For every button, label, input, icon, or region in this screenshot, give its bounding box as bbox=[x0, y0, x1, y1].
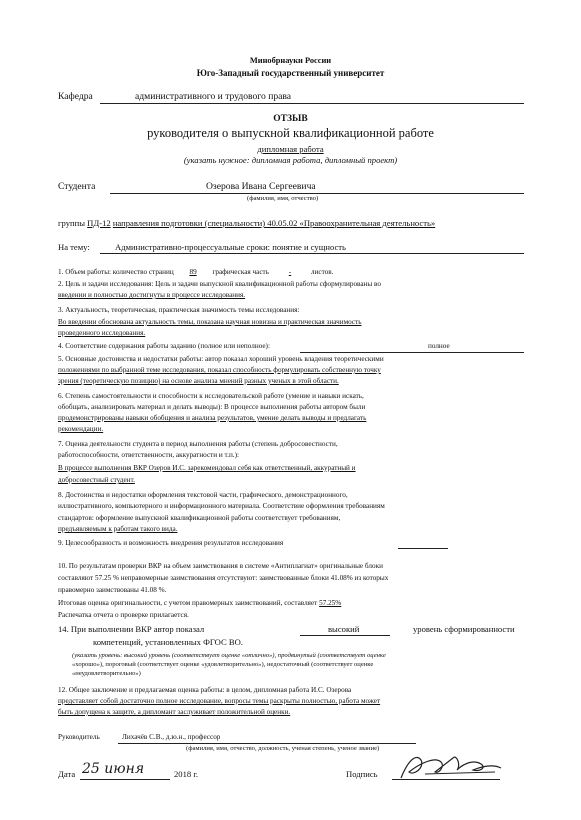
plagiarism-line-3: правомерно заимствованы 41.08 %. bbox=[58, 586, 167, 594]
signature-label: Подпись bbox=[346, 769, 378, 779]
plagiarism-line-5: Распечатка отчета о проверке прилагается. bbox=[58, 611, 189, 619]
item-8-line-4: предъявляемым к работам такого вида. bbox=[58, 525, 178, 533]
item-3-line-1: 3. Актуальность, теоретическая, практическая значимость темы исследования: bbox=[58, 306, 300, 314]
group-number: ПД-12 bbox=[87, 218, 111, 228]
group-direction: направления подготовки (специальности) 40.05.02 «Правоохранительная деятельность» bbox=[112, 218, 436, 228]
date-underline bbox=[80, 779, 170, 780]
student-label: Студента bbox=[58, 181, 96, 192]
competence-hint-2: «хорошо»), пороговый (соответствует оценке «удовлетворительно»), недостаточный (соответствует оценке bbox=[72, 661, 374, 668]
supervisor-hint: (фамилия, имя, отчество, должность, ученая степень, ученое звание) bbox=[186, 745, 380, 752]
department-value: административного и трудового права bbox=[135, 91, 292, 102]
topic-label: На тему: bbox=[58, 242, 90, 252]
supervisor-value: Лихачёв С.В., д.ю.н., профессор bbox=[122, 733, 221, 741]
item-6-line-2: обобщать, анализировать материал и делать выводы): В процессе выполнения работы автором были bbox=[58, 403, 366, 411]
item-6-line-4: рекомендации. bbox=[58, 425, 104, 433]
item-2-line-1: 2. Цель и задачи исследования: Цель и задачи выпускной квалификационной работы сформулированы во bbox=[58, 280, 381, 288]
ministry-header: Минобрнауки России bbox=[249, 56, 332, 65]
department-label: Кафедра bbox=[58, 91, 93, 102]
otzyv-heading: ОТЗЫВ bbox=[273, 114, 308, 124]
item-7-line-1: 7. Оценка деятельности студента в период выполнения работы (степень добросовестности, bbox=[58, 440, 338, 448]
item-8-line-3: стандартов: оформление выпускной квалификационной работы соответствует требованиям, bbox=[58, 514, 341, 522]
item-9-underline bbox=[398, 548, 448, 549]
document-title: руководителя о выпускной квалификационной работе bbox=[147, 126, 434, 140]
item-1-volume: 1. Объем работы: количество страниц 89 графическая часть - листов. bbox=[58, 268, 334, 276]
plagiarism-line-2: составляют 57.25 % неправомерные заимствования отсутствуют: заимствованные блоки 41.08% из которых bbox=[58, 574, 389, 582]
item-3-line-3: проведенного исследования. bbox=[58, 329, 146, 337]
student-underline bbox=[110, 193, 524, 194]
student-hint: (фамилия, имя, отчество) bbox=[247, 195, 319, 202]
item-7-line-2: работоспособности, ответственности, аккуратности и т.п.): bbox=[58, 451, 239, 459]
department-underline bbox=[100, 103, 524, 104]
group-line: группы ПД-12 направления подготовки (специальности) 40.05.02 «Правоохранительная деятельность» bbox=[58, 218, 436, 228]
date-label: Дата bbox=[58, 769, 76, 779]
item-5-line-3: зрения (теоретическую позицию) на основе анализа мнений разных ученых в этой области. bbox=[58, 377, 339, 385]
graphic-sheets: - bbox=[288, 268, 292, 276]
topic-underline bbox=[100, 253, 524, 254]
competence-suffix: уровень сформированности bbox=[413, 624, 515, 634]
plagiarism-line-1: 10. По результатам проверки ВКР на объем заимствования в системе «Антиплагиат» оригинальные блоки bbox=[58, 562, 383, 570]
item-8-line-1: 8. Достоинства и недостатки оформления текстовой части, графического, демонстрационного, bbox=[58, 491, 348, 499]
competence-level: высокий bbox=[328, 624, 360, 634]
competence-hint-1: (указать уровень: высокий уровень (соответствует оценке «отлично»), продвинутый (соответствует оценке bbox=[72, 652, 386, 659]
item-9-label: 9. Целесообразность и возможность внедрения результатов исследования bbox=[58, 539, 284, 547]
signature-image bbox=[395, 750, 505, 784]
item-3-line-2: Во введении обоснована актуальность темы, показана научная новизна и практическая значимость bbox=[58, 318, 362, 326]
item-2-line-2: введении и полностью достигнуты в процессе исследования. bbox=[58, 291, 246, 299]
item-7-line-4: добросовестный студент. bbox=[58, 476, 135, 484]
item-6-line-1: 6. Степень самостоятельности и способности к исследовательской работе (умение и навыки искать, bbox=[58, 392, 364, 400]
item-7-line-3: В процессе выполнения ВКР Озеров И.С. зарекомендовал себя как ответственный, аккуратный и bbox=[58, 464, 356, 472]
plagiarism-line-4: Итоговая оценка оригинальности, с учетом правомерных заимствований, составляет 57.25% bbox=[58, 599, 342, 607]
item-8-line-2: иллюстративного, компьютерного и информационного материала. Соответствие оформления требованиям bbox=[58, 502, 385, 510]
supervisor-underline bbox=[118, 743, 416, 744]
pages-count: 89 bbox=[189, 268, 197, 276]
competence-level-underline bbox=[300, 635, 390, 636]
item-4-label: 4. Соответствие содержания работы заданию (полное или неполное): bbox=[58, 342, 270, 350]
work-type-value: дипломная работа bbox=[257, 144, 324, 154]
competence-label: 14. При выполнении ВКР автор показал bbox=[58, 624, 205, 634]
supervisor-label: Руководитель bbox=[58, 733, 100, 741]
competence-hint-3: «неудовлетворительно») bbox=[72, 670, 141, 677]
item-5-line-1: 5. Основные достоинства и недостатки работы: автор показал хороший уровень владения теоретическими bbox=[58, 355, 384, 363]
university-header: Юго-Западный государственный университет bbox=[196, 68, 385, 78]
conclusion-line-1: 12. Общее заключение и предлагаемая оценка работы: в целом, дипломная работа И.С. Озерова bbox=[58, 686, 352, 694]
conclusion-line-3: быть допущена к защите, а дипломант заслуживает положительной оценки. bbox=[58, 708, 291, 716]
competence-line-2: компетенций, установленных ФГОС ВО. bbox=[93, 637, 243, 647]
item-5-line-2: положениями по выбранной теме исследования, показал способность формулировать собственную точку bbox=[58, 366, 381, 374]
originality-score: 57.25% bbox=[319, 599, 342, 607]
item-6-line-3: продемонстрированы навыки обобщения и анализа результатов, умение делать выводы и предлагать bbox=[58, 414, 367, 422]
topic-value: Административно-процессуальные сроки: понятие и сущность bbox=[115, 242, 346, 252]
student-name: Озерова Ивана Сергеевича bbox=[206, 181, 316, 192]
date-handwritten: 25 июня bbox=[82, 761, 145, 777]
item-4-value: полное bbox=[428, 342, 450, 350]
date-year: 2018 г. bbox=[174, 769, 199, 779]
work-type-hint: (указать нужное: дипломная работа, дипломный проект) bbox=[183, 155, 398, 165]
conclusion-line-2: представляет собой достаточно полное исследование, вопросы темы раскрыты полностью, работа может bbox=[58, 697, 381, 705]
item-4-underline bbox=[300, 352, 524, 353]
